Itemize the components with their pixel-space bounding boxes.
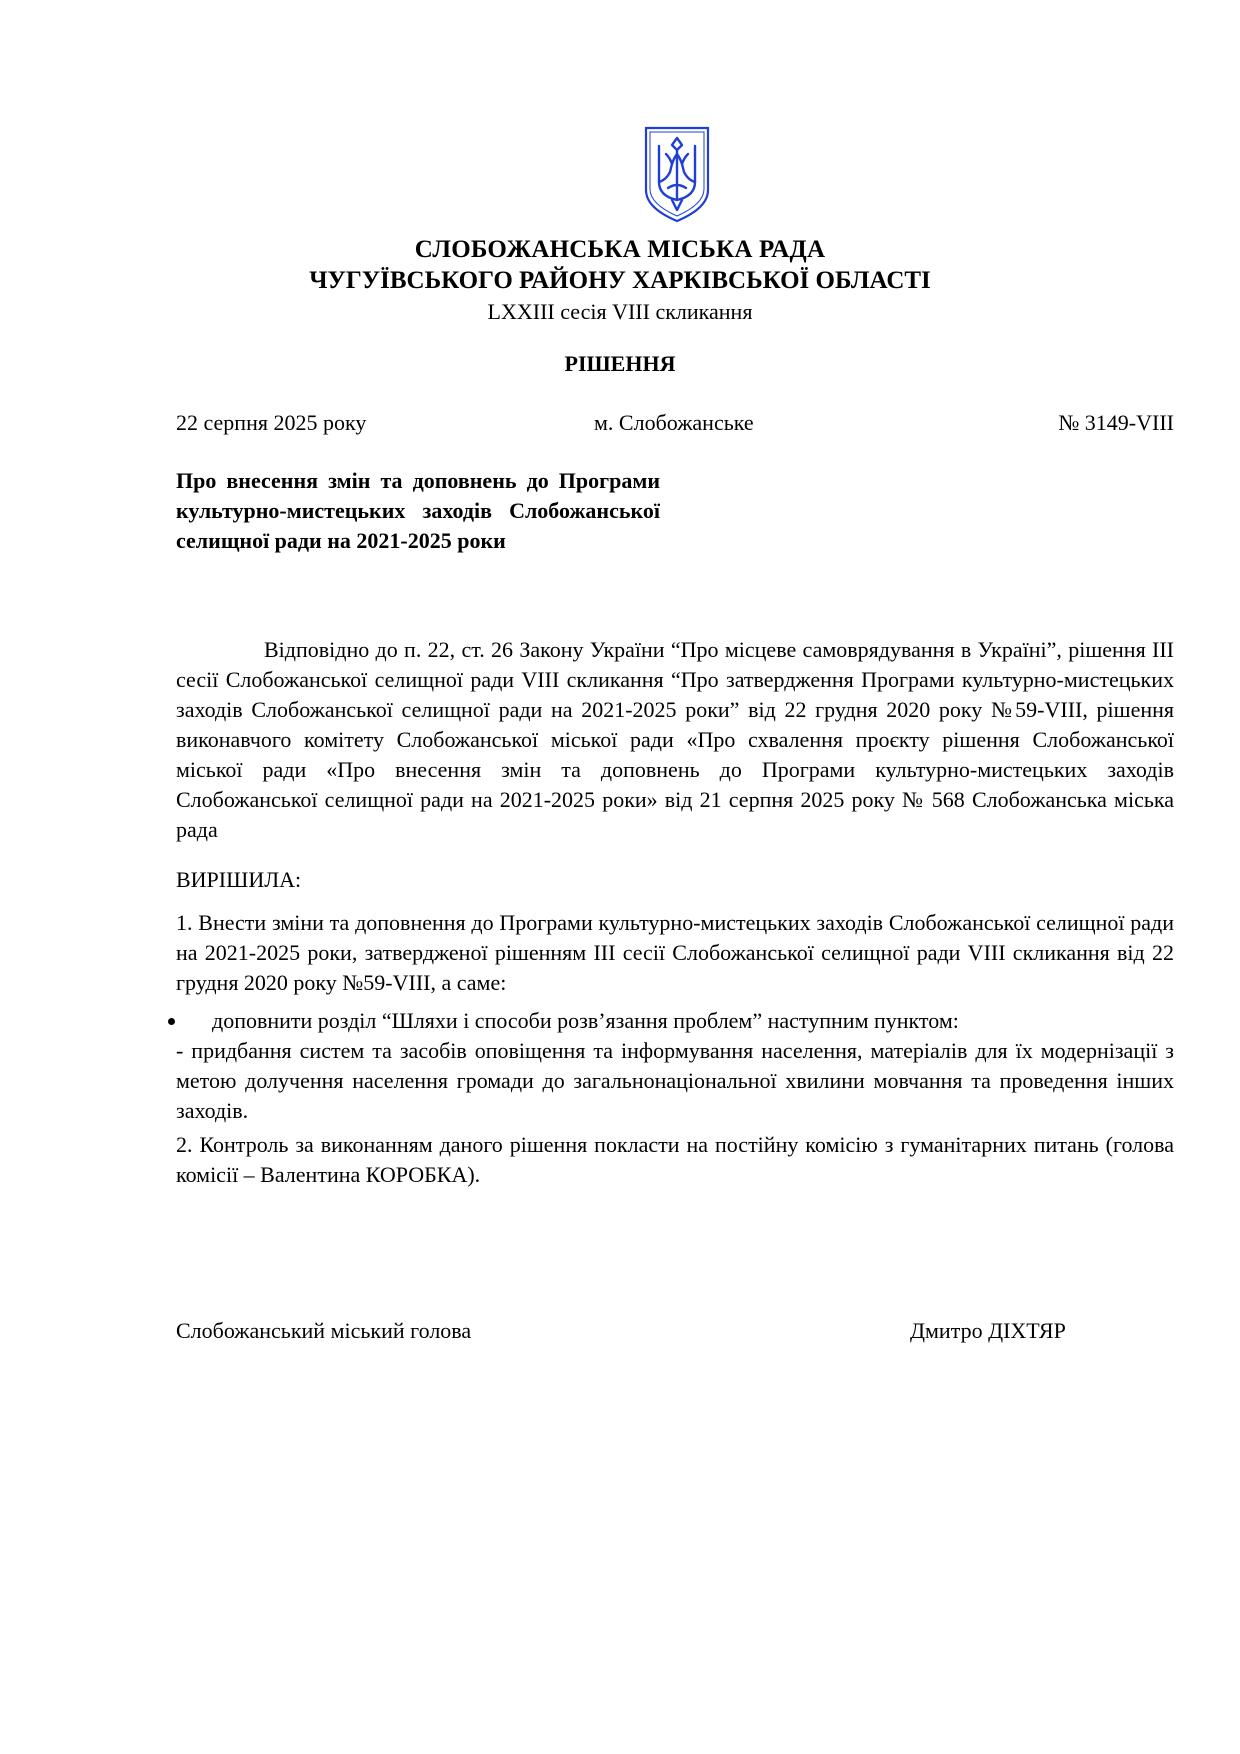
session-heading: LXXIII сесія VIII скликання <box>487 299 753 324</box>
decided-label: ВИРІШИЛА: <box>176 867 302 892</box>
bullet-icon <box>168 1018 175 1025</box>
decision-date: 22 серпня 2025 року <box>176 410 367 435</box>
signature-block <box>176 1318 1174 1348</box>
preamble-paragraph: Відповідно до п. 22, ст. 26 Закону України “Про місцеве самоврядування в Україні”, рішення ІІІ сесії Слобожанської селищної ради VIII скликання “Про затвердження Програми культурно-мистецьких заходів Слобожанської селищної ради на 2021-2025 роки” від 22 грудня 2020 року №59-VIII, рішення виконавчого комітету Слобожанської міської ради «Про схвалення проєкту рішення Слобожанської міської ради «Про внесення змін та доповнень до Програми культурно-мистецьких заходів Слобожанської селищної ради на 2021-2025 роки» від 21 серпня 2025 року № 568 Слобожанська міська рада <box>176 637 1174 842</box>
document-type-title: РІШЕННЯ <box>564 351 676 376</box>
bullet-continuation: - придбання систем та засобів оповіщення та інформування населення, матеріалів для їх модернізації з метою долучення населення громади до загальнонаціональної хвилини мовчання та проведення інших заходів. <box>176 1038 1174 1123</box>
ukraine-trident-emblem-icon <box>642 124 712 224</box>
decision-number: № 3149-VIII <box>1058 410 1174 435</box>
signatory-title: Слобожанський міський голова <box>176 1318 472 1343</box>
document-meta-row <box>176 410 1174 440</box>
signatory-name: Дмитро ДІХТЯР <box>910 1318 1066 1343</box>
decision-item-1: 1. Внести зміни та доповнення до Програми культурно-мистецьких заходів Слобожанської селищної ради на 2021-2025 роки, затвердженої рішенням ІІІ сесії Слобожанської селищної ради VIII скликання від 22 грудня 2020 року №59-VIII, а саме: <box>176 910 1174 995</box>
decision-item-2: 2. Контроль за виконанням даного рішення покласти на постійну комісію з гуманітарних питань (голова комісії – Валентина КОРОБКА). <box>176 1132 1174 1187</box>
district-region-heading: ЧУГУЇВСЬКОГО РАЙОНУ ХАРКІВСЬКОЇ ОБЛАСТІ <box>309 267 931 294</box>
decision-place: м. Слобожанське <box>594 410 754 435</box>
decision-subject: Про внесення змін та доповнень до Програми культурно-мистецьких заходів Слобожанської селищної ради на 2021-2025 роки <box>176 468 660 553</box>
council-name-heading: СЛОБОЖАНСЬКА МІСЬКА РАДА <box>414 236 826 263</box>
bullet-text: доповнити розділ “Шляхи і способи розв’язання проблем” наступним пунктом: <box>212 1008 959 1033</box>
